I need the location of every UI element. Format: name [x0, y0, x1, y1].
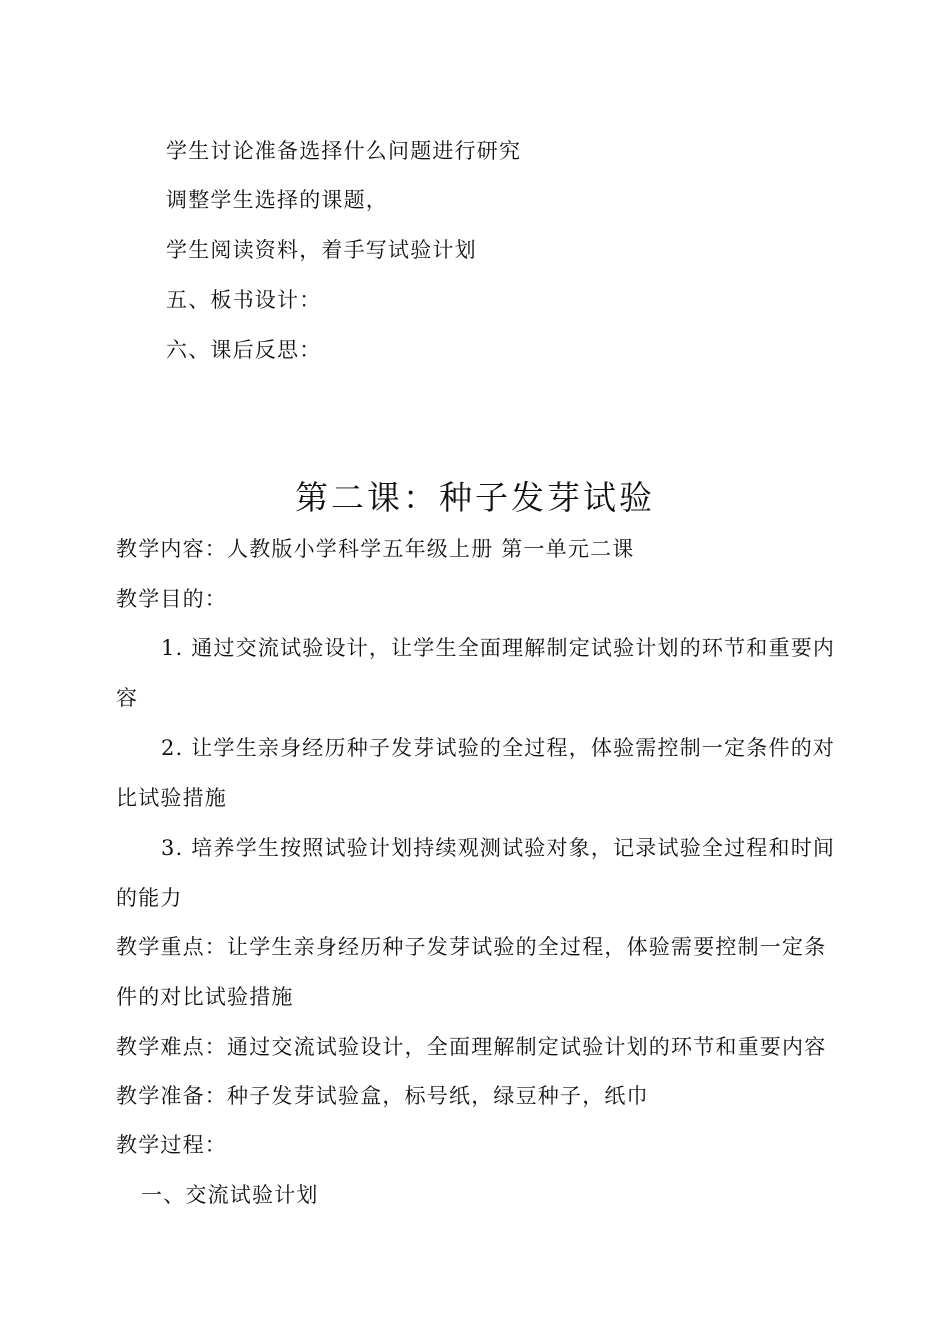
objective-3-line-2: 的能力: [116, 886, 183, 910]
objectives-heading: 教学目的：: [116, 587, 227, 611]
lesson-title: 第二课：种子发芽试验: [295, 478, 655, 517]
objective-2-line-2: 比试验措施: [116, 786, 227, 810]
board-design-heading: 五、板书设计：: [166, 288, 322, 312]
objective-1-line-2: 容: [116, 686, 139, 710]
step-1-heading: 一、交流试验计划: [141, 1183, 319, 1207]
reflection-heading: 六、课后反思：: [166, 338, 322, 362]
key-point-line-1: 教学重点：让学生亲身经历种子发芽试验的全过程，体验需要控制一定条: [116, 935, 827, 959]
objective-1-line-1: 1. 通过交流试验设计，让学生全面理解制定试验计划的环节和重要内: [161, 636, 836, 660]
teaching-content: 教学内容：人教版小学科学五年级上册 第一单元二课: [116, 537, 635, 561]
objective-3-line-1: 3. 培养学生按照试验计划持续观测试验对象，记录试验全过程和时间: [161, 836, 836, 860]
key-point-line-2: 件的对比试验措施: [116, 985, 294, 1009]
discussion-line: 学生讨论准备选择什么问题进行研究: [166, 139, 522, 163]
adjust-topic-line: 调整学生选择的课题，: [166, 188, 388, 212]
process-heading: 教学过程：: [116, 1133, 227, 1157]
reading-line: 学生阅读资料，着手写试验计划: [166, 238, 477, 262]
preparation-line: 教学准备：种子发芽试验盒，标号纸，绿豆种子，纸巾: [116, 1084, 649, 1108]
objective-2-line-1: 2. 让学生亲身经历种子发芽试验的全过程，体验需控制一定条件的对: [161, 736, 836, 760]
difficulty-line: 教学难点：通过交流试验设计，全面理解制定试验计划的环节和重要内容: [116, 1035, 827, 1059]
